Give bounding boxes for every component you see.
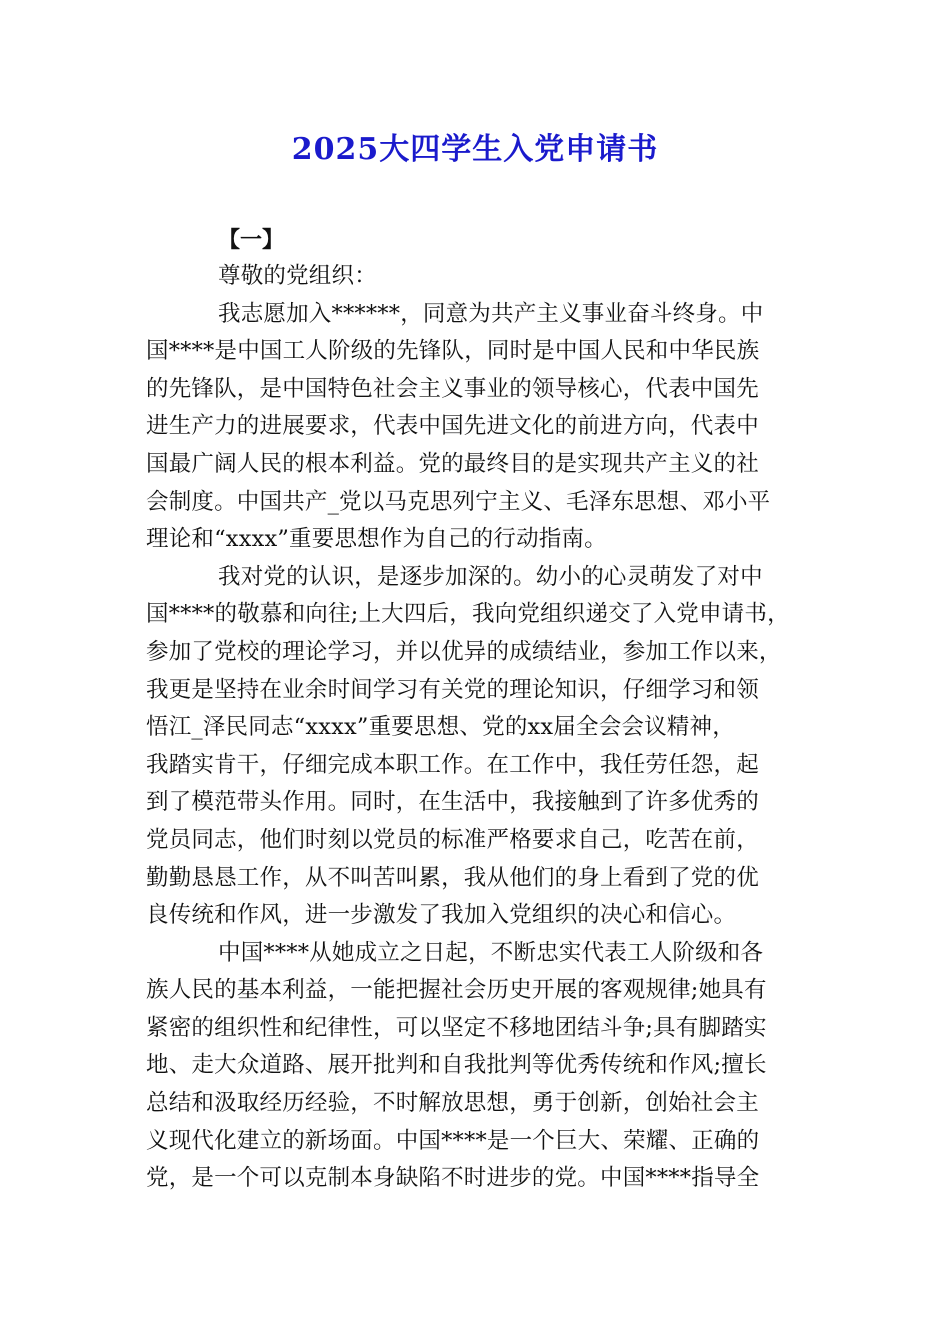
body-line: 国****是中国工人阶级的先锋队，同时是中国人民和中华民族 [146,338,760,365]
body-line: 悟江_泽民同志“xxxx”重要思想、党的xx届全会会议精神， [146,714,735,741]
section-marker: 【一】 [218,227,285,253]
body-line: 党，是一个可以克制本身缺陷不时进步的党。中国****指导全 [146,1165,760,1192]
body-line: 参加了党校的理论学习，并以优异的成绩结业，参加工作以来， [146,638,782,665]
body-line: 我对党的认识，是逐步加深的。幼小的心灵萌发了对中 [218,563,763,590]
body-line: 国****的敬慕和向往;上大四后，我向党组织递交了入党申请书， [146,601,790,628]
body-line: 我更是坚持在业余时间学习有关党的理论知识，仔细学习和领 [146,676,759,703]
document-body [146,258,806,1198]
body-line: 到了模范带头作用。同时，在生活中，我接触到了许多优秀的 [146,789,759,816]
body-line: 尊敬的党组织： [218,263,377,289]
body-line: 中国****从她成立之日起，不断忠实代表工人阶级和各 [218,939,764,966]
body-line: 良传统和作风，进一步激发了我加入党组织的决心和信心。 [146,902,737,929]
body-line: 族人民的基本利益，一能把握社会历史开展的客观规律;她具有 [146,977,767,1004]
body-line: 总结和汲取经历经验，不时解放思想，勇于创新，创始社会主 [146,1090,759,1117]
body-line: 的先锋队，是中国特色社会主义事业的领导核心，代表中国先 [146,375,759,402]
document-title: 2025大四学生入党申请书 [291,132,659,167]
body-line: 勤勤恳恳工作，从不叫苦叫累，我从他们的身上看到了党的优 [146,864,759,891]
body-line: 我志愿加入******，同意为共产主义事业奋斗终身。中 [218,300,764,327]
body-line: 义现代化建立的新场面。中国****是一个巨大、荣耀、正确的 [146,1127,760,1154]
body-line: 我踏实肯干，仔细完成本职工作。在工作中，我任劳任怨，起 [146,751,759,778]
body-line: 地、走大众道路、展开批判和自我批判等优秀传统和作风;擅长 [146,1052,767,1079]
body-line: 紧密的组织性和纪律性，可以坚定不移地团结斗争;具有脚踏实 [146,1014,767,1041]
body-line: 会制度。中国共产_党以马克思列宁主义、毛泽东思想、邓小平 [146,488,771,515]
body-line: 理论和“xxxx”重要思想作为自己的行动指南。 [146,526,607,553]
body-line: 进生产力的进展要求，代表中国先进文化的前进方向，代表中 [146,413,759,440]
body-line: 国最广阔人民的根本利益。党的最终目的是实现共产主义的社 [146,450,759,477]
body-line: 党员同志，他们时刻以党员的标准严格要求自己，吃苦在前， [146,826,759,853]
